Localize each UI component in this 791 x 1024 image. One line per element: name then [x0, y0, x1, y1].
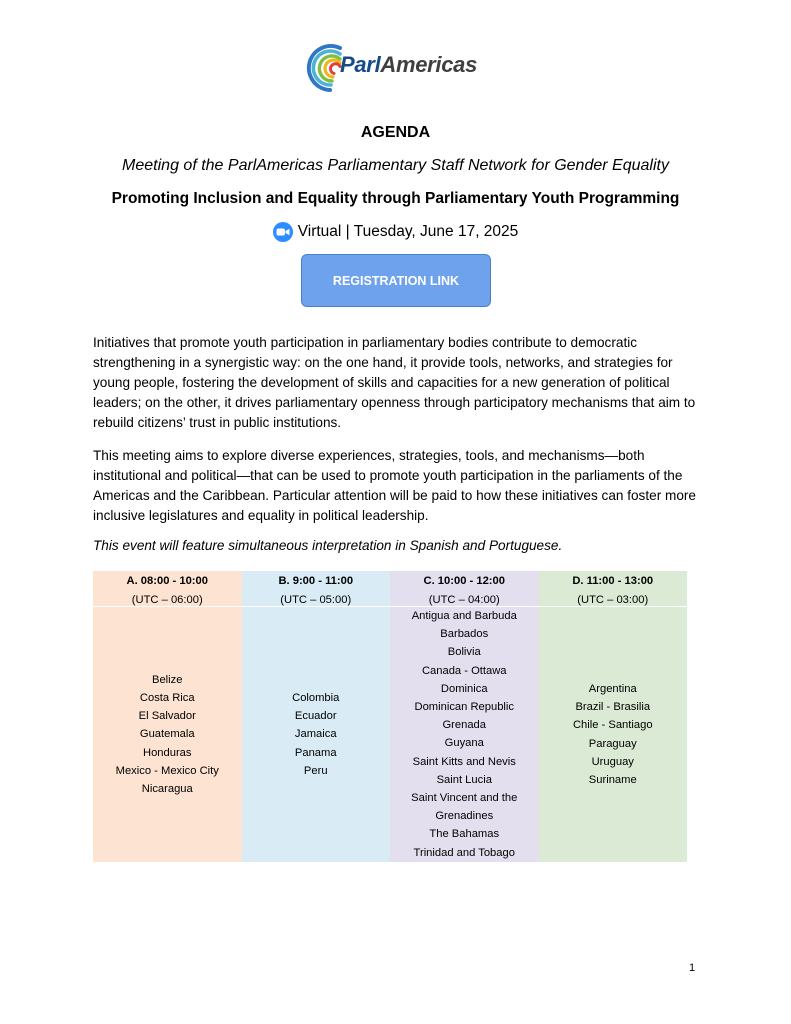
- country-item: Belize: [152, 673, 183, 686]
- intro-paragraph: Initiatives that promote youth participation in parliamentary bodies contribute to democratic strengthening in a synergistic way: on the one hand, it provide tools, networks, and strategies for young people, fostering the development of skills and capacities for a new generation of political leaders; on the other, it drives parliamentary openness through participatory mechanisms that aim to rebuild citizens’ trust in public institutions.: [93, 335, 696, 430]
- country-item: Suriname: [588, 773, 637, 786]
- schedule-column-header: [390, 571, 539, 607]
- country-item: Barbados: [440, 628, 489, 641]
- time-slot-label: A. 08:00 - 10:00: [126, 575, 208, 587]
- logo-text-suffix: Americas: [380, 52, 478, 77]
- schedule-column-header: [539, 571, 688, 607]
- page-number: 1: [689, 962, 696, 974]
- country-item: Jamaica: [294, 728, 337, 741]
- country-item: The Bahamas: [429, 828, 500, 841]
- meeting-subtitle: Meeting of the ParlAmericas Parliamentary Staff Network for Gender Equality: [122, 157, 669, 174]
- country-item: Mexico - Mexico City: [115, 764, 219, 777]
- time-slot-label: B. 9:00 - 11:00: [278, 575, 354, 587]
- country-item: Costa Rica: [139, 691, 195, 704]
- country-item: Chile - Santiago: [572, 719, 653, 732]
- schedule-column-b: [242, 571, 391, 862]
- utc-offset-label: (UTC – 06:00): [131, 594, 203, 606]
- country-item: Ecuador: [294, 710, 337, 723]
- country-item: Saint Kitts and Nevis: [412, 755, 516, 768]
- country-item: Trinidad and Tobago: [413, 846, 515, 859]
- country-item: Colombia: [292, 691, 340, 704]
- time-slot-label: D. 11:00 - 13:00: [572, 575, 654, 587]
- country-item: Guatemala: [139, 728, 195, 741]
- utc-offset-label: (UTC – 03:00): [577, 594, 649, 606]
- country-item: Argentina: [588, 682, 637, 695]
- utc-offset-label: (UTC – 05:00): [280, 594, 352, 606]
- country-item: Panama: [294, 746, 337, 759]
- country-item: Brazil - Brasilia: [575, 701, 651, 714]
- country-item: Bolivia: [447, 646, 481, 659]
- meeting-date-text: Virtual | Tuesday, June 17, 2025: [297, 223, 519, 240]
- country-list: [242, 607, 391, 862]
- country-item: Dominican Republic: [414, 701, 514, 714]
- zoom-camera-icon: [273, 222, 293, 242]
- schedule-column-a: [93, 571, 242, 862]
- time-slot-label: C. 10:00 - 12:00: [423, 575, 505, 587]
- parlamericas-rainbow-arcs-icon: [300, 36, 344, 96]
- meeting-theme: Promoting Inclusion and Equality through Parliamentary Youth Programming: [111, 190, 680, 207]
- schedule-column-header: [93, 571, 242, 607]
- interpretation-note: This event will feature simultaneous interpretation in Spanish and Portuguese.: [93, 538, 563, 553]
- country-item: Grenada: [442, 719, 487, 732]
- country-list: [93, 607, 242, 862]
- country-item: Canada - Ottawa: [421, 664, 507, 677]
- country-list: [539, 607, 688, 862]
- country-item: Paraguay: [588, 737, 637, 750]
- country-item: Antigua and Barbuda: [411, 610, 517, 622]
- schedule-table: [93, 571, 687, 862]
- country-item: Nicaragua: [141, 783, 193, 795]
- country-item: Dominica: [440, 682, 488, 695]
- country-item: El Salvador: [138, 710, 196, 723]
- schedule-column-d: [539, 571, 688, 862]
- registration-link-button[interactable]: REGISTRATION LINK: [301, 254, 491, 307]
- logo-wordmark: [340, 52, 477, 78]
- country-item: Saint Lucia: [436, 773, 492, 786]
- parlamericas-logo: [300, 36, 500, 96]
- objective-paragraph: This meeting aims to explore diverse experiences, strategies, tools, and mechanisms—both institutional and political—that can be used to promote youth participation in the parliaments of the Americas and the Caribbean. Particular attention will be paid to how these initiatives can foster more inclusive legislatures and equality in political leadership.: [93, 448, 696, 523]
- country-item: Guyana: [444, 737, 484, 750]
- logo-text-prefix: Parl: [340, 52, 381, 77]
- utc-offset-label: (UTC – 04:00): [428, 594, 500, 606]
- country-list: [390, 607, 539, 862]
- meeting-date-line: [0, 222, 791, 242]
- agenda-title: AGENDA: [360, 124, 431, 141]
- schedule-column-header: [242, 571, 391, 607]
- country-item: Honduras: [142, 746, 192, 759]
- country-item: Uruguay: [591, 755, 634, 768]
- country-item: Saint Vincent and the: [411, 792, 518, 805]
- schedule-column-c: [390, 571, 539, 862]
- country-item: Grenadines: [435, 810, 494, 823]
- country-item: Peru: [303, 764, 328, 777]
